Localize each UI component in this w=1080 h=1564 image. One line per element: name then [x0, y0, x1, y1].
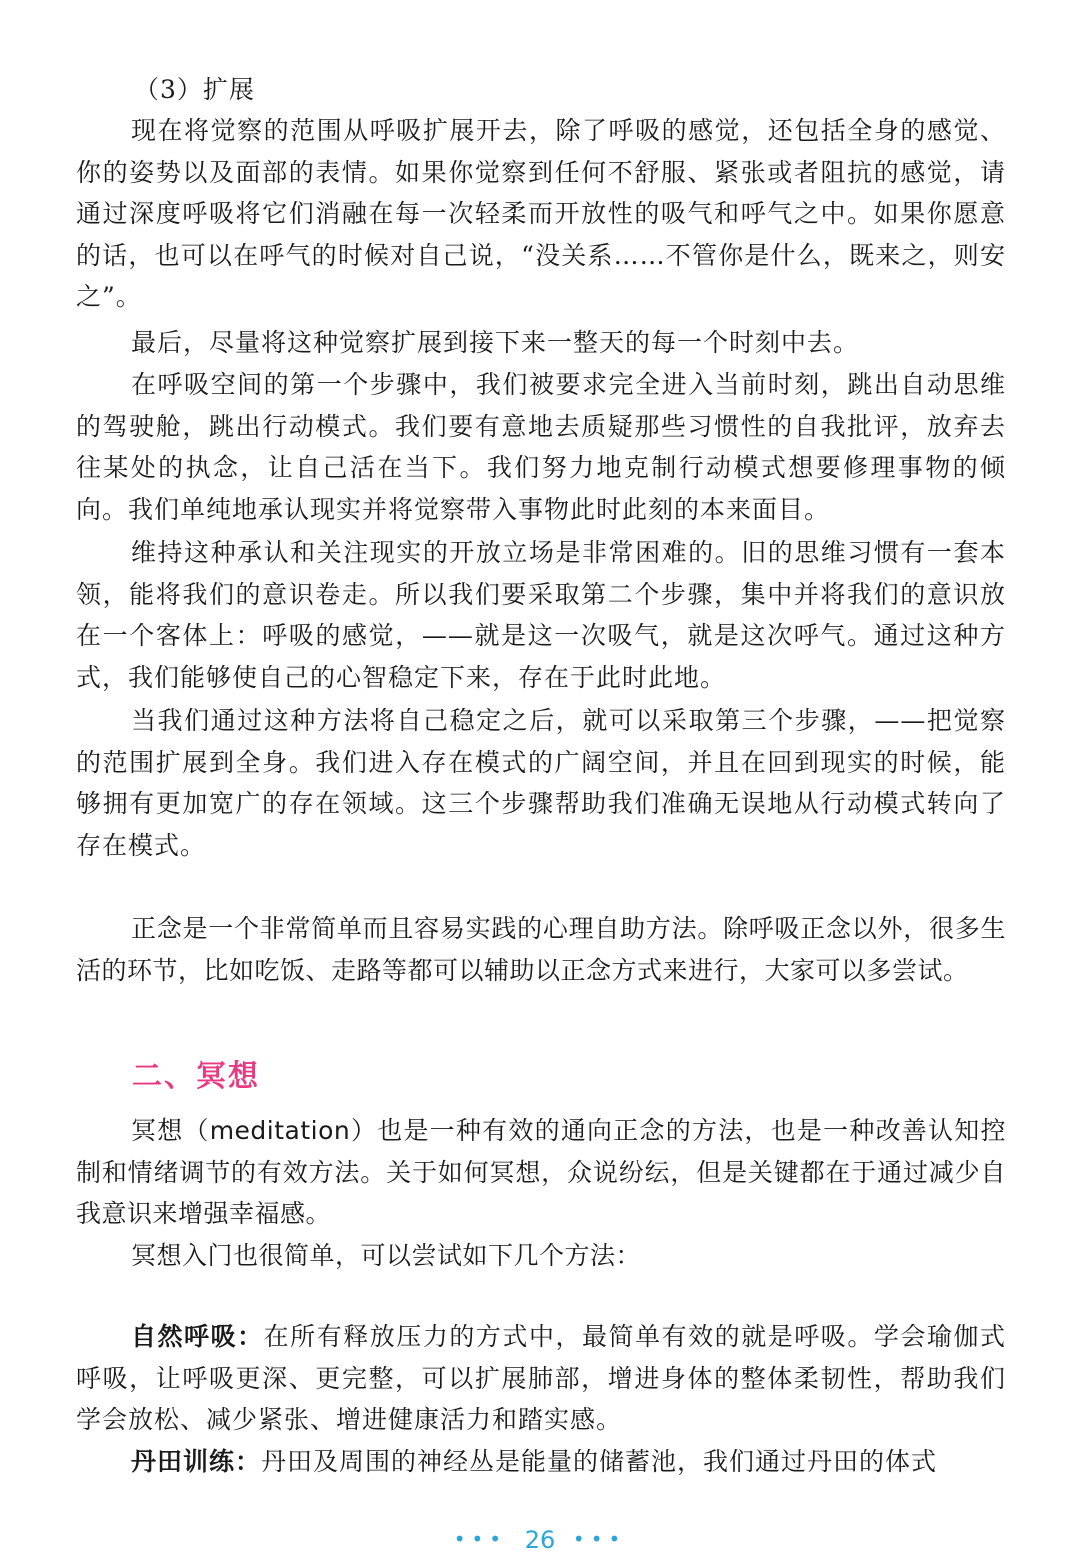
paragraph-finally: 最后，尽量将这种觉察扩展到接下来一整天的每一个时刻中去。	[131, 328, 860, 357]
paragraph-expand: 现在将觉察的范围从呼吸扩展开去，除了呼吸的感觉，还包括全身的感觉、你的姿势以及面部的表情。如果你觉察到任何不舒服、紧张或者阻抗的感觉，请通过深度呼吸将它们消融在每一次轻柔而开放性的吸气和呼气之中。如果你愿意的话，也可以在呼气的时候对自己说，“没关系……不管你是什么，既来之，则安之”。	[76, 116, 1006, 311]
paragraph-meditation-intro: 冥想（meditation）也是一种有效的通向正念的方法，也是一种改善认知控制和情绪调节的有效方法。关于如何冥想，众说纷纭，但是关键都在于通过减少自我意识来增强幸福感。	[76, 1116, 1006, 1228]
paragraph-step-three: 当我们通过这种方法将自己稳定之后，就可以采取第三个步骤，——把觉察的范围扩展到全身。我们进入存在模式的广阔空间，并且在回到现实的时候，能够拥有更加宽广的存在领域。这三个步骤帮助我们准确无误地从行动模式转向了存在模式。	[76, 706, 1006, 860]
subsection-heading: （3）扩展	[134, 75, 255, 104]
term-natural-breathing: 自然呼吸：	[131, 1322, 264, 1351]
paragraph-dantian	[76, 1441, 1006, 1483]
paragraph-summary: 正念是一个非常简单而且容易实践的心理自助方法。除呼吸正念以外，很多生活的环节，比如吃饭、走路等都可以辅助以正念方式来进行，大家可以多尝试。	[76, 914, 1006, 985]
paragraph-meditation-methods: 冥想入门也很简单，可以尝试如下几个方法：	[131, 1241, 642, 1270]
section-title-meditation: 二、冥想	[132, 1059, 260, 1094]
paragraph-step-one: 在呼吸空间的第一个步骤中，我们被要求完全进入当前时刻，跳出自动思维的驾驶舱，跳出行动模式。我们要有意地去质疑那些习惯性的自我批评，放弃去往某处的执念，让自己活在当下。我们努力地克制行动模式想要修理事物的倾向。我们单纯地承认现实并将觉察带入事物此时此刻的本来面目。	[76, 370, 1006, 524]
natural-breathing-text: 在所有释放压力的方式中，最简单有效的就是呼吸。学会瑜伽式呼吸，让呼吸更深、更完整，可以扩展肺部，增进身体的整体柔韧性，帮助我们学会放松、减少紧张、增进健康活力和踏实感。	[76, 1322, 1006, 1434]
dantian-text: 丹田及周围的神经丛是能量的储蓄池，我们通过丹田的体式	[261, 1447, 938, 1476]
footer-dots-left: •••	[453, 1527, 508, 1551]
page-number: 26	[524, 1526, 556, 1554]
footer-dots-right: •••	[572, 1527, 627, 1551]
page-footer	[0, 1526, 1080, 1554]
paragraph-natural-breathing	[76, 1316, 1006, 1441]
paragraph-step-two: 维持这种承认和关注现实的开放立场是非常困难的。旧的思维习惯有一套本领，能将我们的意识卷走。所以我们要采取第二个步骤，集中并将我们的意识放在一个客体上：呼吸的感觉，——就是这一次吸气，就是这次呼气。通过这种方式，我们能够使自己的心智稳定下来，存在于此时此地。	[76, 538, 1006, 692]
term-dantian: 丹田训练：	[131, 1447, 262, 1476]
